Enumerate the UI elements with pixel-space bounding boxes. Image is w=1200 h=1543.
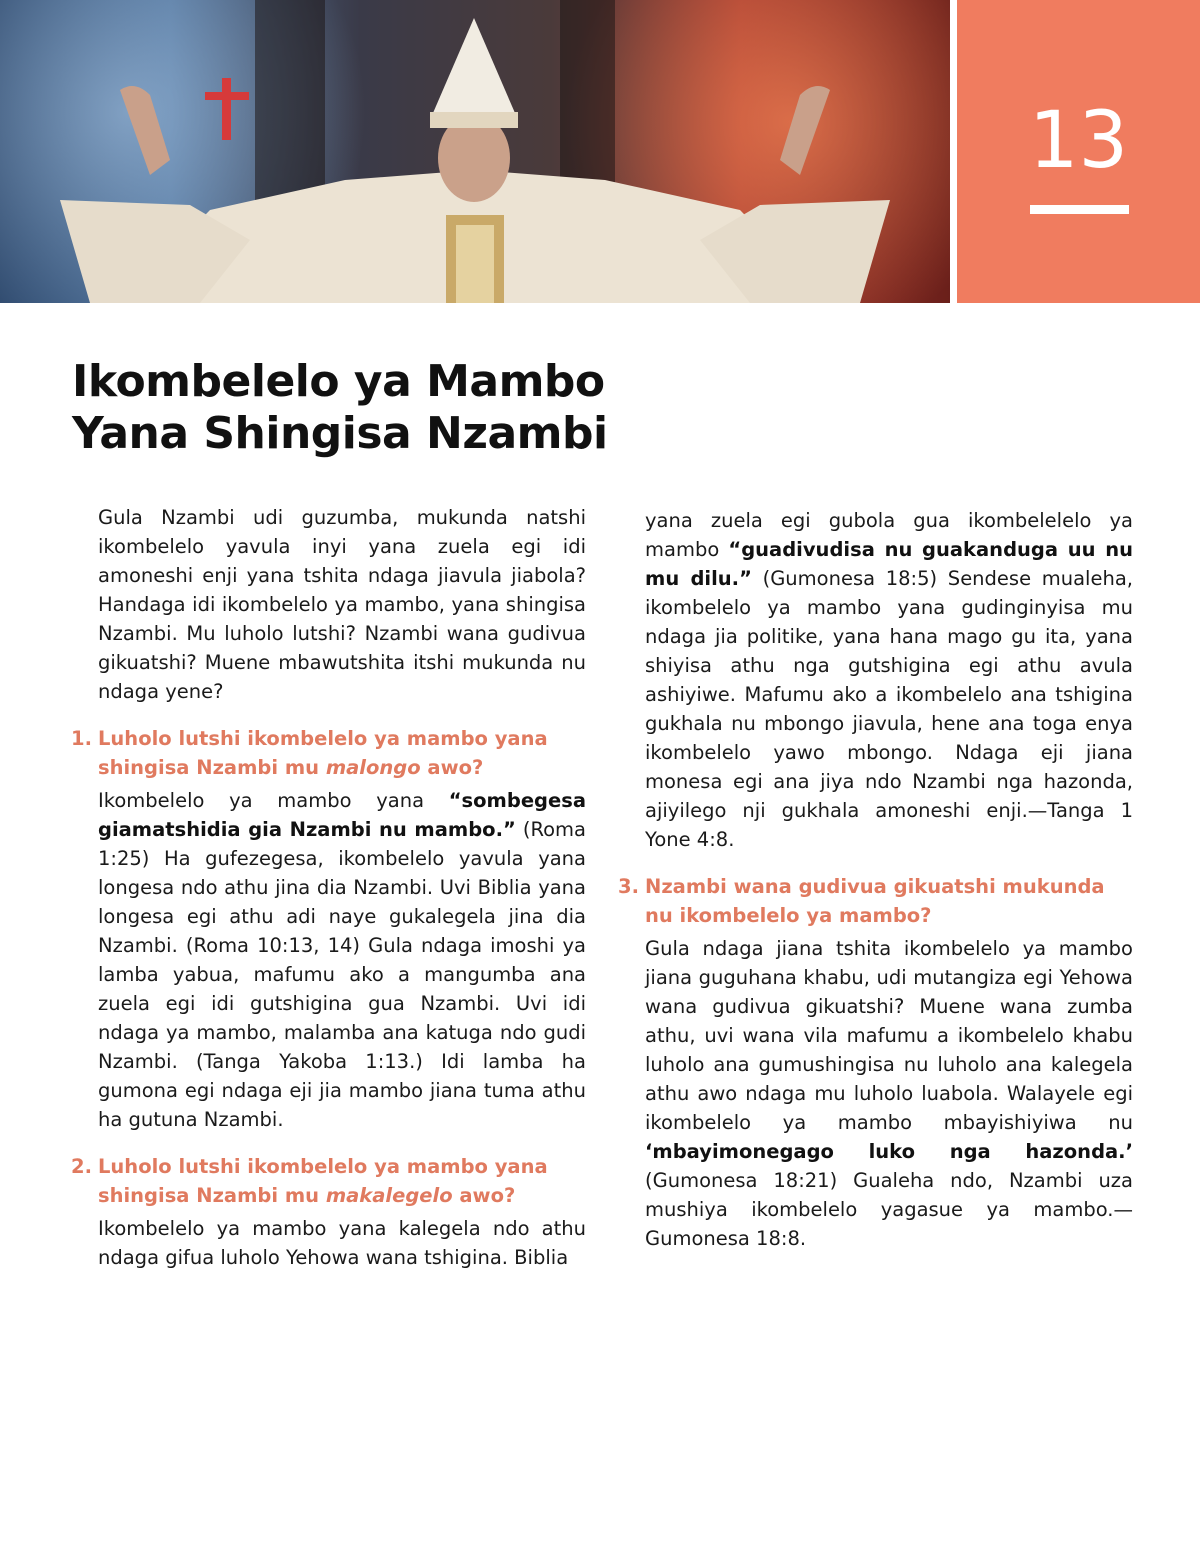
lesson-number-box	[957, 0, 1200, 303]
lesson-number: 13	[1028, 96, 1129, 186]
section-2-answer-part-1: Ikombelelo ya mambo yana kalegela ndo athu ndaga gifua luholo Yehowa wana tshigina. Biblia	[98, 1217, 586, 1269]
cleric-illustration-icon	[0, 0, 950, 303]
section-1-answer: Ikombelelo ya mambo yana “sombegesa giamatshidia gia Nzambi nu mambo.” (Roma 1:25) Ha gufezegesa, ikombelelo yavula yana longesa ndo athu jina dia Nzambi. Uvi Biblia yana longesa egi athu adi naye gukalegela jina dia Nzambi. (Roma 10:13, 14) Gula ndaga imoshi ya lamba yabua, mafumu ako a mangumba ana zuela egi idi gutshigina gua Nzambi. Uvi idi ndaga ya mambo, malamba ana katuga ndo gudi Nzambi. (Tanga Yakoba 1:13.) Idi lamba ha gumona egi ndaga eji jia mambo jiana tuma athu ha gutuna Nzambi.	[98, 789, 587, 1131]
page-title-line-1: Ikombelelo ya Mambo	[72, 356, 605, 407]
section-3-question: 3. Nzambi wana gudivua gikuatshi mukunda nu ikombelelo ya mambo?	[645, 872, 1133, 930]
page-title-line-2: Yana Shingisa Nzambi	[72, 408, 608, 459]
section-3-answer: Gula ndaga jiana tshita ikombelelo ya mambo jiana guguhana khabu, udi mutangiza egi Yehowa wana gudivua gikuatshi? Muene wana zumba athu, uvi wana vila mafumu a ikombelelo khabu luholo ana gumushingisa nu luholo ana kalegela athu awo ndaga mu luholo luabola. Walayele egi ikombelelo ya mambo mbayishiyiwa nu ‘mbayimonegago luko nga hazonda.’ (Gumonesa 18:21) Gualeha ndo, Nzambi uza mushiya ikombelelo yagasue ya mambo.—Gumonesa 18:8.	[645, 937, 1133, 1250]
page-title	[72, 356, 608, 460]
section-2-answer-part-2: yana zuela egi gubola gua ikombelelelo ya mambo “guadivudisa nu guakanduga uu nu mu dilu.” (Gumonesa 18:5) Sendese mualeha, ikombelelo ya mambo yana gudinginyisa mu ndaga jia politike, yana hana mago gu ita, yana shiyisa athu nga gutshigina egi athu avula ashiyiwe. Mafumu ako a ikombelelo ana tshigina gukhala nu mbongo jiavula, hene ana toga enya ikombelelo yawo mbongo. Ndaga eji jiana monesa egi ana jiya ndo Nzambi nga hazonda, ajiyilego nji gukhala amoneshi enji.—Tanga 1 Yone 4:8.	[645, 509, 1133, 851]
lesson-number-underline	[1030, 205, 1129, 214]
section-2-question: 2. Luholo lutshi ikombelelo ya mambo yana shingisa Nzambi mu makalegelo awo?	[98, 1152, 586, 1210]
header-illustration	[0, 0, 950, 303]
section-2-number: 2.	[71, 1155, 92, 1178]
section-3-number: 3.	[618, 875, 639, 898]
left-column	[71, 503, 587, 1272]
section-1-question: 1. Luholo lutshi ikombelelo ya mambo yana shingisa Nzambi mu malongo awo?	[98, 724, 586, 782]
right-column	[618, 506, 1133, 1253]
section-1-number: 1.	[71, 727, 92, 750]
intro-paragraph: Gula Nzambi udi guzumba, mukunda natshi ikombelelo yavula inyi yana zuela egi idi amoneshi enji yana tshita ndaga jiavula jiabola? Handaga idi ikombelelo ya mambo, yana shingisa Nzambi. Mu luholo lutshi? Nzambi wana gudivua gikuatshi? Muene mbawutshita itshi mukunda nu ndaga yene?	[98, 506, 586, 703]
